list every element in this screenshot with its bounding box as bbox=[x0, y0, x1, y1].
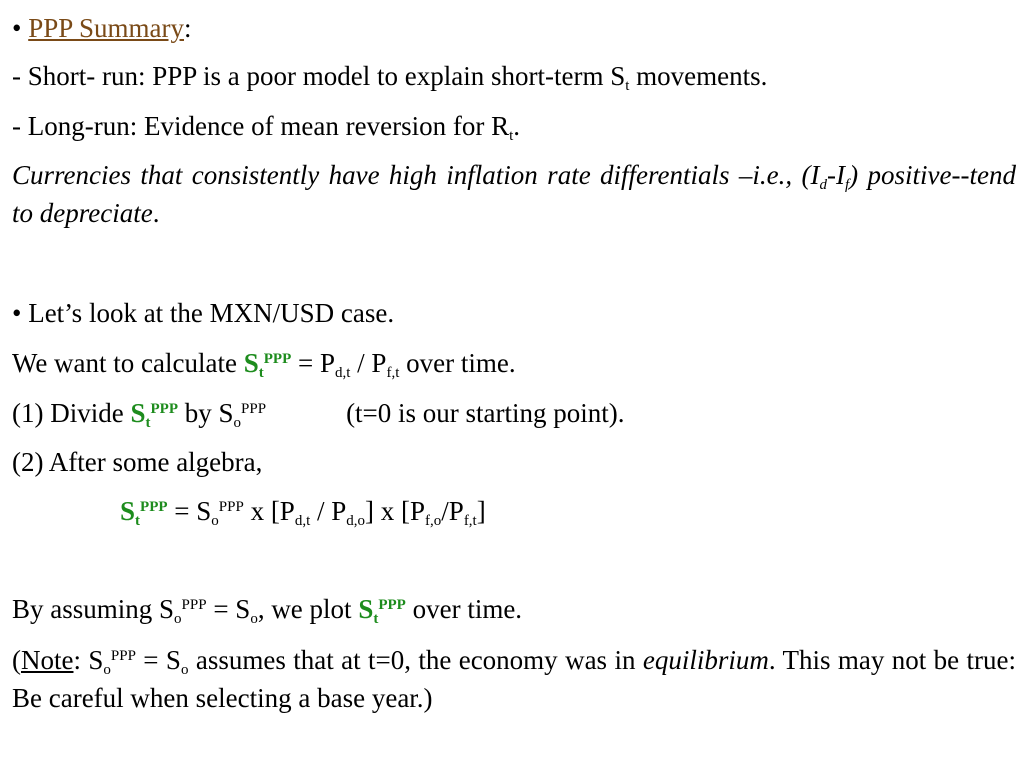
step1-note: (t=0 is our starting point). bbox=[346, 398, 625, 428]
formula-eq: = S bbox=[167, 496, 212, 526]
currencies-sub-f: f bbox=[845, 177, 850, 193]
assuming-line bbox=[12, 593, 522, 625]
long-run-text: - Long-run: Evidence of mean reversion for R bbox=[12, 111, 510, 141]
ppp-rate-sub: t bbox=[258, 365, 264, 381]
currencies-period: . bbox=[152, 198, 160, 228]
assuming-mid: , we plot bbox=[257, 594, 359, 624]
pdt-sub: d,t bbox=[294, 513, 311, 529]
so-sub: o bbox=[103, 662, 111, 678]
so-sub: o bbox=[180, 662, 189, 678]
note-equilibrium: equilibrium bbox=[642, 645, 769, 675]
so-sup: PPP bbox=[218, 499, 244, 515]
formula-close: ] bbox=[476, 496, 486, 526]
bullet: • bbox=[12, 298, 22, 328]
formula-slash2: /P bbox=[441, 496, 464, 526]
ppp-rate-sub: t bbox=[373, 611, 379, 627]
currencies-text-1: Currencies that consistently have high inflation rate differentials –i.e., (I bbox=[12, 160, 820, 190]
note-text-2: . This may not be true: Be careful when selecting a base year.) bbox=[12, 645, 1016, 713]
ppp-rate-sup: PPP bbox=[140, 499, 168, 515]
step1-line bbox=[12, 397, 625, 429]
step1-prefix: (1) Divide bbox=[12, 398, 131, 428]
ppp-rate-sup: PPP bbox=[150, 401, 178, 417]
calculate-eq: = P bbox=[291, 348, 335, 378]
formula-x2: ] x [P bbox=[365, 496, 426, 526]
assuming-prefix: By assuming S bbox=[12, 594, 175, 624]
slide-heading bbox=[12, 12, 192, 44]
bullet: • bbox=[12, 13, 22, 43]
short-run-sub: t bbox=[625, 78, 630, 94]
pdo-sub: d,o bbox=[346, 513, 366, 529]
currencies-dash: -I bbox=[827, 160, 845, 190]
calculate-prefix: We want to calculate bbox=[12, 348, 244, 378]
ppp-rate-symbol: S bbox=[243, 348, 259, 378]
note-eq: = S bbox=[135, 645, 181, 675]
pf-sub: f,t bbox=[386, 365, 400, 381]
currencies-paragraph bbox=[12, 156, 1016, 232]
step2-text: (2) After some algebra, bbox=[12, 447, 263, 477]
currencies-sub-d: d bbox=[819, 177, 828, 193]
long-run-sub: t bbox=[509, 128, 514, 144]
calculate-slash: / P bbox=[350, 348, 387, 378]
mxn-case-line bbox=[12, 297, 394, 329]
short-run-line bbox=[12, 60, 767, 92]
calculate-line bbox=[12, 347, 516, 379]
ppp-rate-symbol: S bbox=[358, 594, 374, 624]
heading-colon: : bbox=[184, 13, 192, 43]
so-sub: o bbox=[233, 415, 242, 431]
calculate-suffix: over time. bbox=[399, 348, 516, 378]
so-sub: o bbox=[174, 611, 182, 627]
note-label: Note bbox=[21, 645, 74, 675]
ppp-rate-sub: t bbox=[135, 513, 141, 529]
so-sup: PPP bbox=[110, 648, 136, 664]
ppp-rate-symbol: S bbox=[130, 398, 146, 428]
long-run-line bbox=[12, 110, 520, 142]
step2-line bbox=[12, 446, 262, 478]
ppp-rate-sub: t bbox=[145, 415, 151, 431]
formula-line bbox=[120, 495, 486, 527]
mxn-case-text: Let’s look at the MXN/USD case. bbox=[21, 298, 395, 328]
so-sub: o bbox=[211, 513, 219, 529]
so-sub: o bbox=[250, 611, 258, 627]
ppp-rate-sup: PPP bbox=[378, 597, 406, 613]
formula-slash1: / P bbox=[310, 496, 347, 526]
long-run-suffix: . bbox=[513, 111, 520, 141]
so-sup: PPP bbox=[181, 597, 207, 613]
pft-sub: f,t bbox=[463, 513, 477, 529]
short-run-suffix: movements. bbox=[629, 61, 768, 91]
pd-sub: d,t bbox=[335, 365, 351, 381]
assuming-eq: = S bbox=[206, 594, 251, 624]
short-run-text: - Short- run: PPP is a poor model to explain short-term S bbox=[12, 61, 626, 91]
ppp-rate-sup: PPP bbox=[263, 351, 292, 367]
ppp-rate-symbol: S bbox=[120, 496, 136, 526]
formula-x1: x [P bbox=[243, 496, 295, 526]
heading-title: PPP Summary bbox=[28, 13, 184, 43]
note-open: ( bbox=[12, 645, 21, 675]
note-paragraph bbox=[12, 641, 1016, 717]
note-text-1: assumes that at t=0, the economy was in bbox=[188, 645, 643, 675]
pfo-sub: f,o bbox=[425, 513, 442, 529]
currencies-text-2: ) positive--tend to depreciate bbox=[12, 160, 1016, 228]
step1-by: by S bbox=[178, 398, 234, 428]
assuming-suffix: over time. bbox=[405, 594, 523, 624]
note-colon: : S bbox=[73, 645, 104, 675]
so-sup: PPP bbox=[241, 401, 267, 417]
